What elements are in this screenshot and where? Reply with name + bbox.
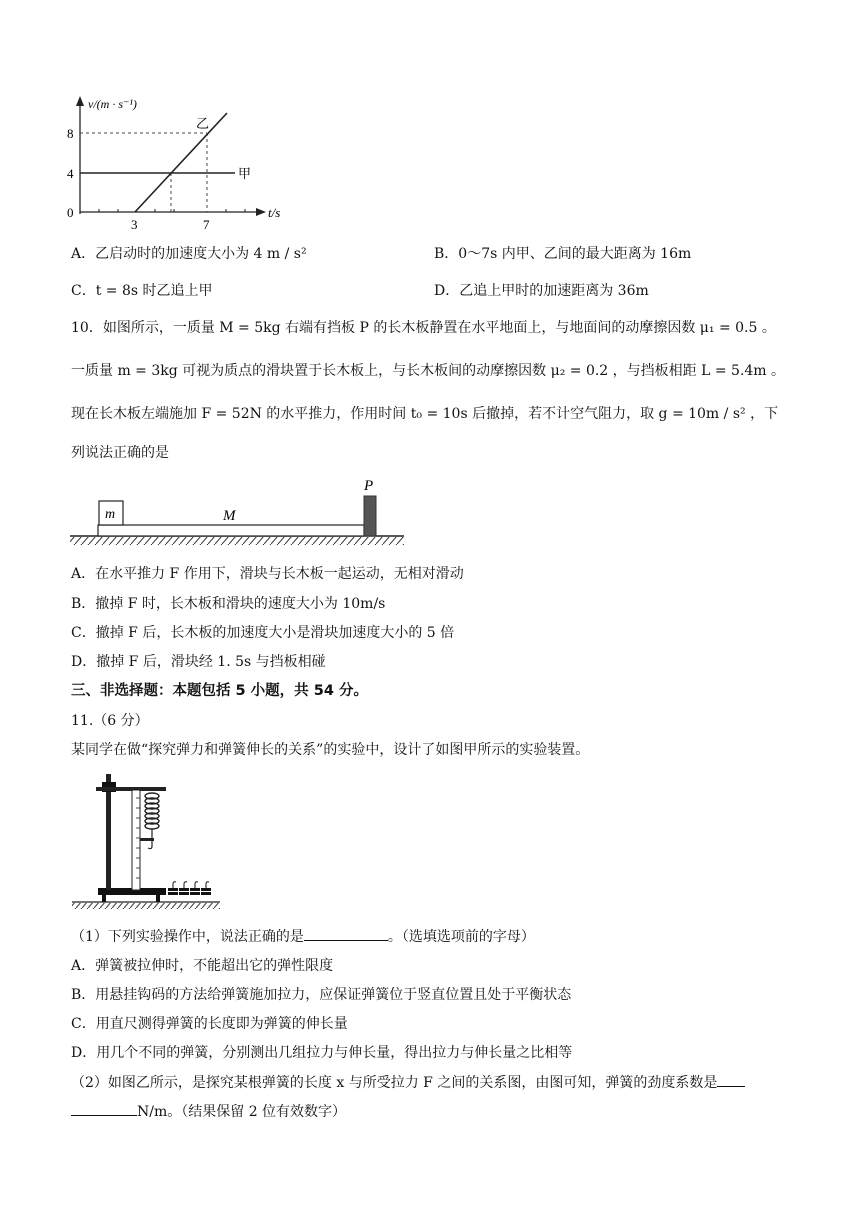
y-tick-0: 0 bbox=[67, 205, 74, 220]
q11-part2-suffix: N/m。（结果保留 2 位有效数字） bbox=[137, 1104, 347, 1120]
spring bbox=[145, 793, 159, 829]
series-yi-label: 乙 bbox=[196, 116, 210, 131]
q11-part1-suffix: 。（选填选项前的字母） bbox=[387, 929, 535, 945]
x-axis-arrow bbox=[256, 208, 266, 216]
y-tick-4: 4 bbox=[67, 166, 74, 181]
label-M: M bbox=[223, 508, 236, 524]
q10-option-a: A．在水平推力 F 作用下，滑块与长木板一起运动，无相对滑动 bbox=[71, 566, 464, 582]
series-jia-label: 甲 bbox=[238, 166, 252, 181]
q11-option-b: B．用悬挂钩码的方法给弹簧施加拉力，应保证弹簧位于竖直位置且处于平衡状态 bbox=[71, 987, 572, 1003]
q9-option-b: B．0～7s 内甲、乙间的最大距离为 16m bbox=[434, 246, 692, 262]
q11-part2-answer-blank-b[interactable] bbox=[71, 1101, 137, 1116]
x-axis-label: t/s bbox=[268, 205, 281, 220]
q11-option-c: C．用直尺测得弹簧的长度即为弹簧的伸长量 bbox=[71, 1016, 348, 1032]
spring-apparatus-figure bbox=[70, 768, 230, 913]
q11-option-d: D．用几个不同的弹簧，分别测出几组拉力与伸长量，得出拉力与伸长量之比相等 bbox=[71, 1045, 573, 1061]
long-board bbox=[98, 525, 364, 536]
q11-part2-answer-blank-a[interactable] bbox=[717, 1072, 745, 1087]
x-tick-7: 7 bbox=[203, 217, 210, 232]
table-hatch bbox=[72, 903, 220, 909]
label-m: m bbox=[105, 507, 116, 522]
stand-arm bbox=[96, 787, 166, 791]
board-figure bbox=[68, 472, 408, 552]
series-yi-line bbox=[135, 113, 227, 212]
q10-line-1: 10．如图所示，一质量 M = 5kg 右端有挡板 P 的长木板静置在水平地面上，与地面间的动摩擦因数 μ₁ = 0.5 。 bbox=[71, 320, 776, 336]
q11-number: 11.（6 分） bbox=[71, 713, 149, 729]
ground-hatch bbox=[70, 537, 404, 545]
q11-part1-prompt: （1）下列实验操作中，说法正确的是 bbox=[71, 929, 304, 945]
q9-option-d: D．乙追上甲时的加速距离为 36m bbox=[434, 283, 649, 299]
weight-hooks bbox=[173, 882, 209, 888]
hook-weights bbox=[168, 888, 211, 895]
pointer bbox=[140, 838, 154, 841]
base-foot-right bbox=[156, 895, 160, 902]
q9-option-a: A．乙启动时的加速度大小为 4 m / s² bbox=[71, 246, 307, 262]
vt-graph bbox=[60, 92, 300, 232]
q11-part1 bbox=[71, 926, 535, 947]
q10-option-b: B．撤掉 F 时，长木板和滑块的速度大小为 10m/s bbox=[71, 596, 386, 612]
q11-option-a: A．弹簧被拉伸时，不能超出它的弹性限度 bbox=[71, 958, 334, 974]
base-foot-left bbox=[102, 895, 106, 902]
q11-part1-answer-blank[interactable] bbox=[304, 926, 388, 941]
q11-part2-line1 bbox=[71, 1072, 745, 1093]
hook bbox=[148, 841, 152, 849]
section-3-heading: 三、非选择题：本题包括 5 小题，共 54 分。 bbox=[71, 683, 368, 699]
q10-line-3: 现在长木板左端施加 F = 52N 的水平推力，作用时间 t₀ = 10s 后撤掉，若不计空气阻力，取 g = 10m / s² ，下 bbox=[71, 406, 779, 422]
q11-part2-prompt: （2）如图乙所示，是探究某根弹簧的长度 x 与所受拉力 F 之间的关系图，由图可知，弹簧的劲度系数是 bbox=[71, 1075, 718, 1091]
stop-plate-p bbox=[364, 496, 376, 536]
q10-line-4: 列说法正确的是 bbox=[71, 445, 169, 461]
y-axis-arrow bbox=[76, 96, 84, 106]
ruler bbox=[132, 790, 140, 890]
q11-part2-line2 bbox=[71, 1101, 346, 1122]
q10-option-d: D．撤掉 F 后，滑块经 1. 5s 与挡板相碰 bbox=[71, 654, 326, 670]
label-p: P bbox=[364, 478, 374, 494]
q9-option-c: C．t = 8s 时乙追上甲 bbox=[71, 283, 213, 299]
q11-intro: 某同学在做“探究弹力和弹簧伸长的关系”的实验中，设计了如图甲所示的实验装置。 bbox=[71, 742, 590, 758]
y-tick-8: 8 bbox=[67, 126, 74, 141]
q10-option-c: C．撤掉 F 后，长木板的加速度大小是滑块加速度大小的 5 倍 bbox=[71, 625, 455, 641]
q10-line-2: 一质量 m = 3kg 可视为质点的滑块置于长木板上，与长木板间的动摩擦因数 μ₂ = 0.2 ，与挡板相距 L = 5.4m 。 bbox=[71, 363, 786, 379]
y-axis-label: v/(m · s⁻¹) bbox=[88, 97, 137, 111]
x-tick-3: 3 bbox=[131, 217, 138, 232]
